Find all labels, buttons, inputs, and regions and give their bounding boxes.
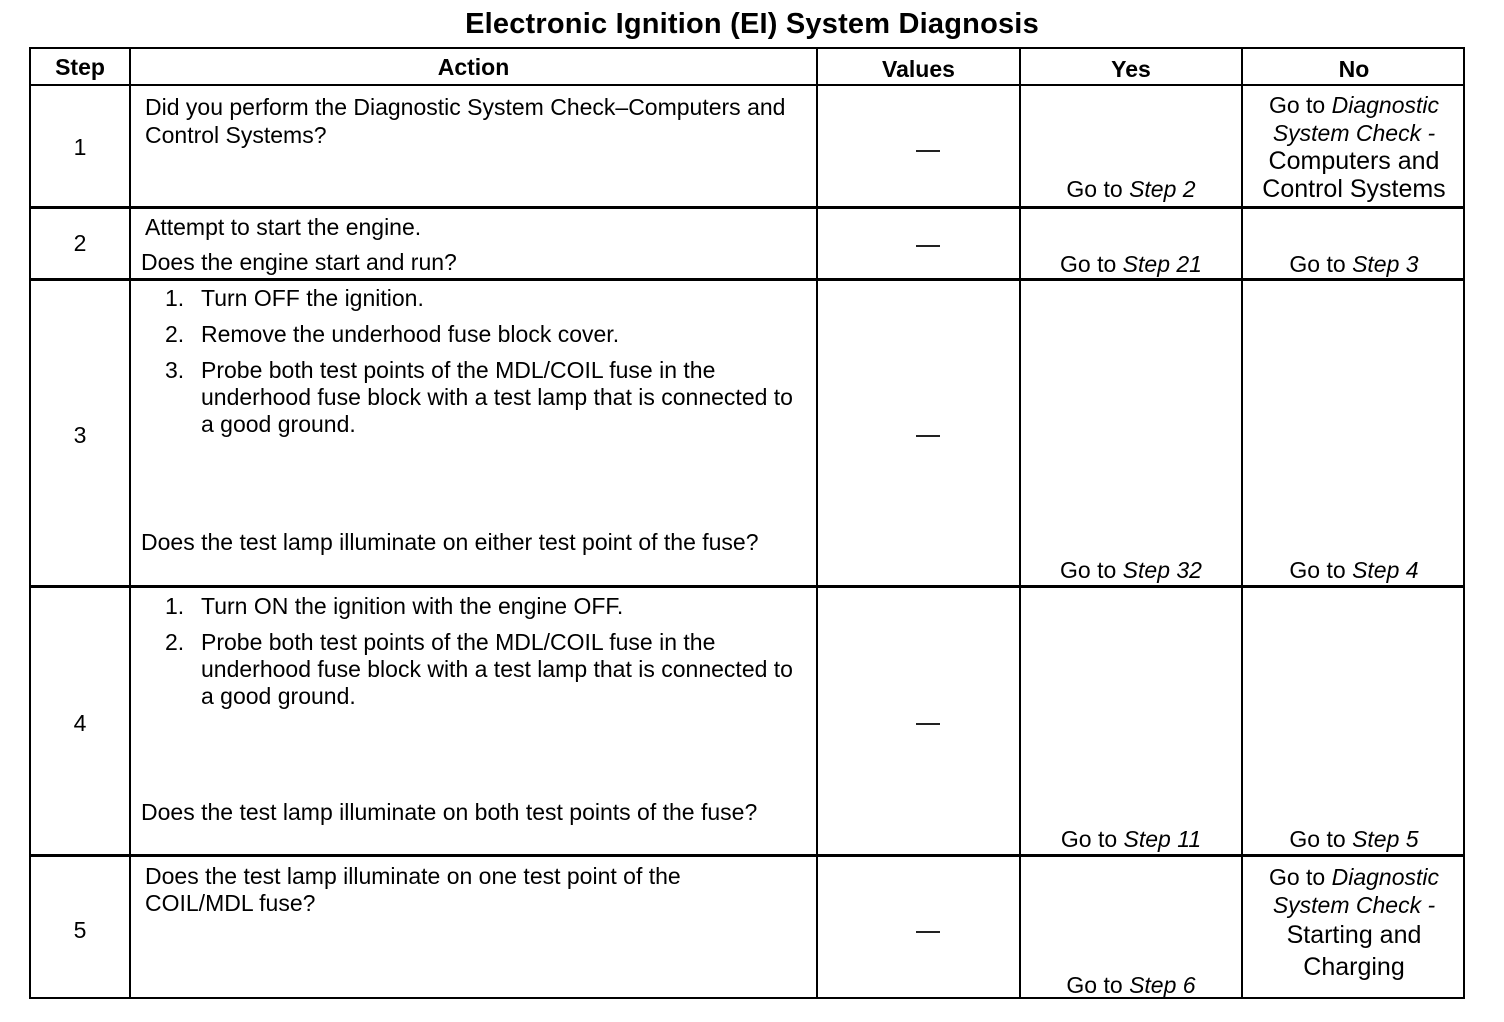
action-text: Attempt to start the engine. [145, 214, 422, 240]
no-link[interactable]: Go to Diagnostic System Check - Computers and Control Systems [1262, 92, 1446, 203]
action-steps [141, 285, 801, 447]
no-link[interactable]: Go to Step 5 [1289, 826, 1419, 852]
yes-link[interactable]: Go to Step 6 [1066, 972, 1196, 998]
list-item: 3. Probe both test points of the MDL/COIL fuse in the underhood fuse block with a test lamp that is connected to a good ground. [165, 357, 793, 437]
action-steps [141, 593, 801, 719]
col-divider [816, 49, 818, 997]
step-number: 1 [73, 134, 87, 160]
value-dash [916, 245, 940, 247]
action-question: Does the test lamp illuminate on either test point of the fuse? [141, 529, 759, 555]
action-text: Does the test lamp illuminate on one test point of the COIL/MDL fuse? [145, 863, 681, 916]
diagnosis-table [29, 47, 1465, 999]
value-dash [916, 723, 940, 725]
action-question: Does the test lamp illuminate on both test points of the fuse? [141, 799, 758, 825]
row-divider [31, 206, 1463, 209]
action-text: Did you perform the Diagnostic System Check–Computers and Control Systems? [145, 94, 786, 148]
value-dash [916, 435, 940, 437]
list-item: 2. Probe both test points of the MDL/COIL fuse in the underhood fuse block with a test lamp that is connected to a good ground. [165, 629, 793, 709]
list-item: 1. Turn OFF the ignition. [165, 285, 424, 311]
step-number: 3 [73, 422, 87, 448]
step-number: 5 [73, 917, 87, 943]
yes-link[interactable]: Go to Step 11 [1060, 826, 1202, 852]
row-divider [31, 278, 1463, 281]
page-title: Electronic Ignition (EI) System Diagnosis [465, 8, 1039, 40]
no-link[interactable]: Go to Step 3 [1289, 251, 1419, 277]
action-question: Does the engine start and run? [141, 249, 457, 275]
header-values: Values [882, 56, 955, 82]
no-link[interactable]: Go to Step 4 [1289, 557, 1419, 583]
step-number: 4 [73, 710, 87, 736]
step-number: 2 [73, 230, 87, 256]
yes-link[interactable]: Go to Step 21 [1060, 251, 1202, 277]
header-no: No [1338, 56, 1370, 82]
header-step: Step [55, 54, 105, 80]
header-divider [31, 84, 1463, 86]
value-dash [916, 931, 940, 933]
list-item: 1. Turn ON the ignition with the engine OFF. [165, 593, 624, 619]
row-divider [31, 585, 1463, 588]
col-divider [129, 49, 131, 997]
header-action: Action [437, 54, 510, 80]
yes-link[interactable]: Go to Step 32 [1060, 557, 1202, 583]
no-link[interactable]: Go to Diagnostic System Check - Starting and Charging [1268, 864, 1440, 981]
header-yes: Yes [1111, 56, 1151, 82]
list-item: 2. Remove the underhood fuse block cover. [165, 321, 620, 347]
yes-link[interactable]: Go to Step 2 [1066, 176, 1196, 202]
row-divider [31, 854, 1463, 857]
value-dash [916, 150, 940, 152]
